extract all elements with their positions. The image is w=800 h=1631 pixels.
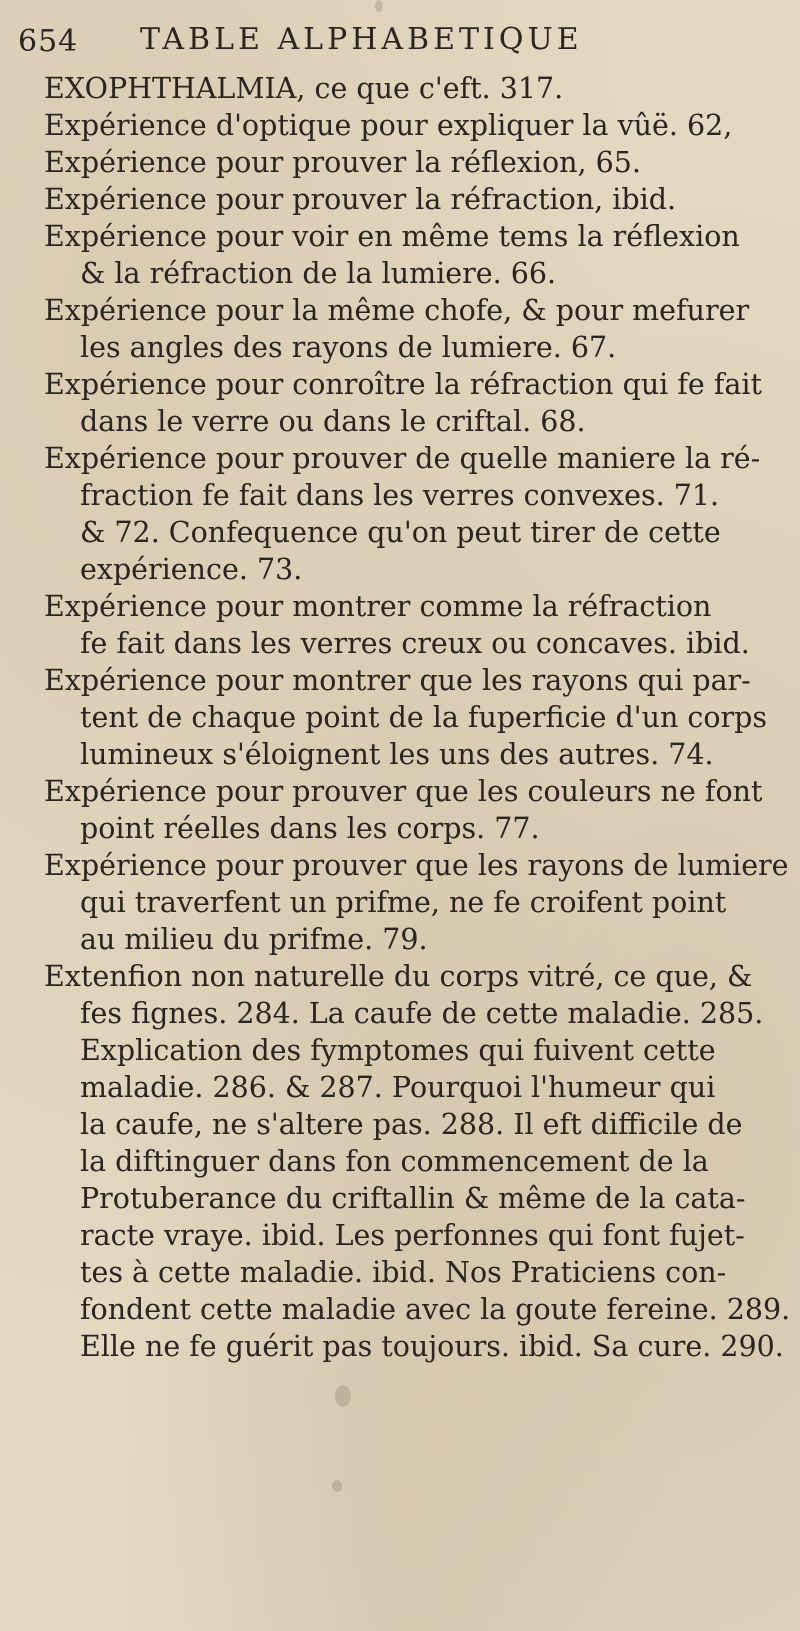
entry-continuation-line: dans le verre ou dans le criftal. 68.	[80, 405, 586, 438]
entry-continuation-line: & 72. Confequence qu'on peut tirer de cette	[80, 516, 721, 549]
page-number: 654	[18, 24, 79, 59]
entry-continuation-line: les angles des rayons de lumiere. 67.	[80, 331, 617, 364]
entry-heading-line: Expérience d'optique pour expliquer la vûë. 62,	[44, 109, 733, 142]
entry-continuation-line: Protuberance du criftallin & même de la cata-	[80, 1182, 746, 1215]
entry-continuation-line: qui traverfent un prifme, ne fe croifent point	[80, 886, 727, 919]
entry-continuation-line: fes fignes. 284. La caufe de cette maladie. 285.	[80, 997, 764, 1030]
index-entry	[0, 958, 800, 1365]
ink-blot	[335, 1385, 351, 1407]
running-title: TABLE ALPHABETIQUE	[140, 22, 583, 57]
entry-continuation-line: & la réfraction de la lumiere. 66.	[80, 257, 557, 290]
entry-continuation-line: fraction fe fait dans les verres convexes. 71.	[80, 479, 720, 512]
index-entry	[0, 662, 800, 773]
entry-continuation-line: Explication des fymptomes qui fuivent cette	[80, 1034, 716, 1067]
entry-continuation-line: tes à cette maladie. ibid. Nos Praticiens con-	[80, 1256, 727, 1289]
entry-heading-line: Expérience pour montrer comme la réfraction	[44, 590, 712, 623]
entry-heading-line: Expérience pour prouver que les couleurs ne font	[44, 775, 763, 808]
index-entry	[0, 366, 800, 440]
index-entry	[0, 773, 800, 847]
index-entry	[0, 107, 800, 144]
entry-heading-line: Expérience pour prouver de quelle maniere la ré-	[44, 442, 761, 475]
entry-continuation-line: fe fait dans les verres creux ou concaves. ibid.	[80, 627, 750, 660]
page-header	[0, 16, 800, 66]
index-entry	[0, 144, 800, 181]
index-entry	[0, 440, 800, 588]
entry-heading-line: Expérience pour montrer que les rayons qui par-	[44, 664, 751, 697]
entry-continuation-line: expérience. 73.	[80, 553, 303, 586]
entry-continuation-line: Elle ne fe guérit pas toujours. ibid. Sa cure. 290.	[80, 1330, 784, 1363]
entry-continuation-line: maladie. 286. & 287. Pourquoi l'humeur qui	[80, 1071, 716, 1104]
entry-continuation-line: racte vraye. ibid. Les perfonnes qui font fujet-	[80, 1219, 745, 1252]
index-entry	[0, 292, 800, 366]
entry-continuation-line: au milieu du prifme. 79.	[80, 923, 428, 956]
entry-continuation-line: fondent cette maladie avec la goute fereine. 289.	[80, 1293, 791, 1326]
entry-heading-line: Expérience pour prouver la réfraction, ibid.	[44, 183, 677, 216]
entry-heading-line: EXOPHTHALMIA, ce que c'eft. 317.	[44, 72, 564, 105]
entry-heading-line: Expérience pour la même chofe, & pour mefurer	[44, 294, 750, 327]
entry-continuation-line: la diftinguer dans fon commencement de la	[80, 1145, 709, 1178]
index-entries	[0, 70, 800, 1365]
entry-continuation-line: lumineux s'éloignent les uns des autres. 74.	[80, 738, 714, 771]
entry-heading-line: Expérience pour voir en même tems la réflexion	[44, 220, 740, 253]
entry-continuation-line: point réelles dans les corps. 77.	[80, 812, 540, 845]
index-entry	[0, 70, 800, 107]
ink-blot	[375, 0, 383, 12]
index-entry	[0, 588, 800, 662]
entry-heading-line: Expérience pour prouver la réflexion, 65.	[44, 146, 641, 179]
entry-heading-line: Expérience pour conroître la réfraction qui fe fait	[44, 368, 762, 401]
entry-continuation-line: tent de chaque point de la fuperficie d'un corps	[80, 701, 768, 734]
ink-blot	[332, 1480, 342, 1492]
entry-continuation-line: la caufe, ne s'altere pas. 288. Il eft difficile de	[80, 1108, 743, 1141]
entry-heading-line: Extenfion non naturelle du corps vitré, ce que, &	[44, 960, 753, 993]
entry-heading-line: Expérience pour prouver que les rayons de lumiere	[44, 849, 789, 882]
index-entry	[0, 218, 800, 292]
index-entry	[0, 847, 800, 958]
index-entry	[0, 181, 800, 218]
